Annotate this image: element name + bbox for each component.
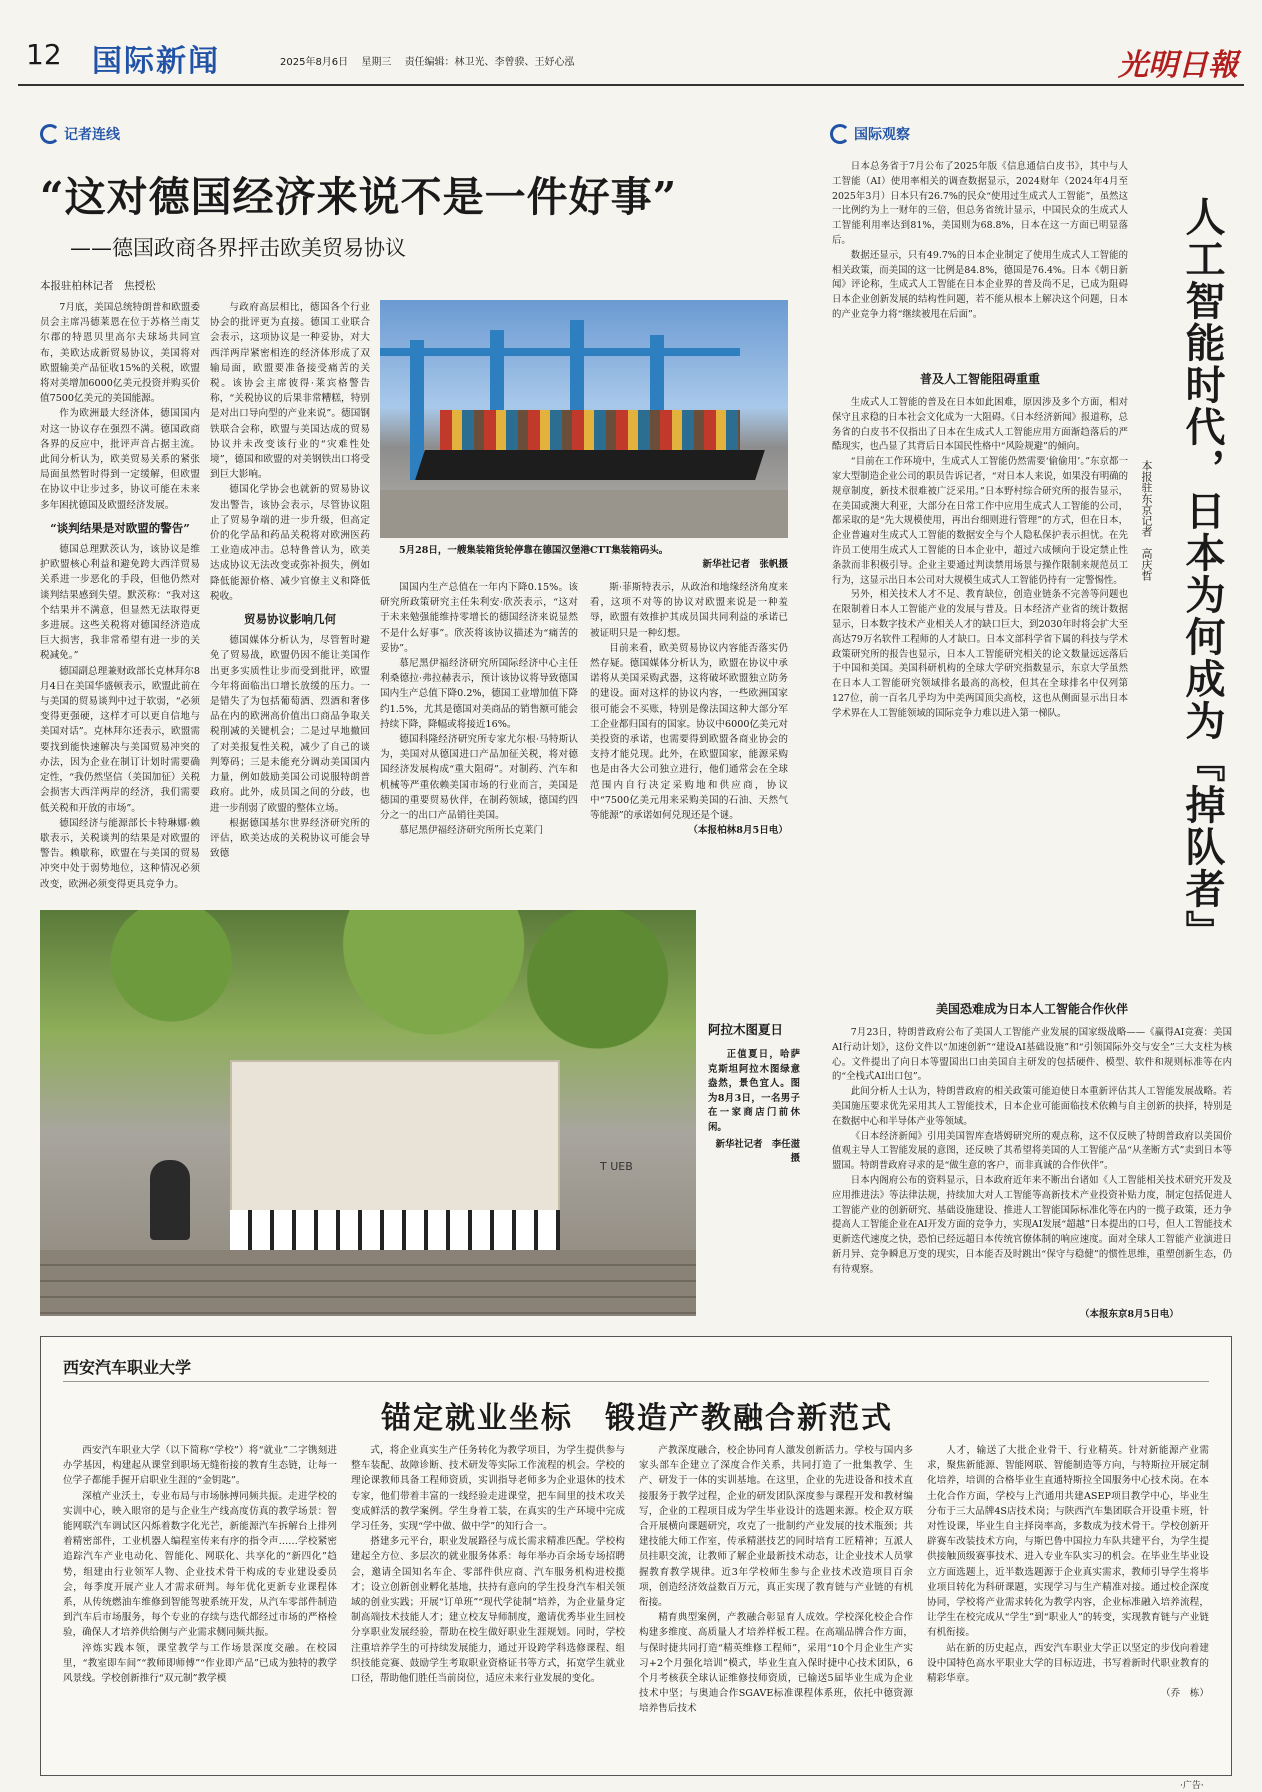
right-body-1: [832, 396, 1128, 986]
paragraph: 与政府高层相比，德国各个行业协会的批评更为直接。德国工业联合会表示，这项协议是一种妥协，对大西洋两岸紧密相连的经济体形成了双输局面，欧盟要准备接受痛苦的关税。该协会主席彼得·莱宾格警告称，“关税协议的后果非常糟糕，特别是对出口导向型的产业来说”。德国钢铁联合会称，欧盟与美国达成的贸易协议并未改变该行业的“灾难性处境”，德国和欧盟的对美钢铁出口将受到巨大影响。: [210, 302, 370, 481]
g-logo-icon: [40, 124, 60, 144]
ad-school-rule: [63, 1381, 1209, 1382]
paragraph: 西安汽车职业大学（以下简称“学校”）将“就业”二字镌刻进办学基因，构建起从课堂到职场无缝衔接的教育生态链，让每一位学子都能手握开启职业生涯的“金钥匙”。: [63, 1445, 337, 1487]
quay: [380, 490, 788, 538]
column-a: [40, 300, 200, 890]
paragraph: “目前在工作环境中，生成式人工智能仍然需要‘偷偷用’。”东京都一家大型制造企业公司的职员告诉记者，“对日本人来说，如果没有明确的规章制度，新技术很难被广泛采用。”日本野村综合研究所的报告显示，在美国或澳大利亚，大部分在日常工作中应用生成式人工智能的公司，都采取的是“先大规模使用，再出台细则进行管理”的方式，但在日本，企业普遍对生成式人工智能的数据安全与个人隐私保护表示担忧。在先许员工使用生成式人工智能的日本企业中，超过六成倾向于设定禁止性条款而非积极引导。企业主要通过判读禁用场景与操作限制来规范员工行为，这显示出日本公司对大规模生成式人工智能仍持有一定警惕性。: [832, 456, 1128, 586]
photo-caption: [380, 544, 788, 572]
masthead: [18, 0, 1244, 86]
port-photo: [380, 300, 788, 538]
weekday: 星期三: [361, 57, 392, 68]
editors: 责任编辑：林卫光、李曾骙、王妤心泓: [404, 57, 575, 68]
paragraph: 目前来看，欧美贸易协议内容能否落实仍然存疑。德国媒体分析认为，欧盟在协议中承诺将从美国采购武器，这将破坏欧盟独立防务的建设。面对这样的协议内容，一些欧洲国家很可能会不买账，特别是像法国这种大部分军工企业都归国有的国家。协议中6000亿美元对美投资的承诺，也需要得到欧盟各商业协会的支持才能兑现。此外，在欧盟国家，能源采购也是由各大公司独立进行，他们通常会在全球范围内自行决定采购地和供应商，协议中“7500亿美元用来采购美国的石油、天然气等能源”的承诺如何兑现还是个谜。: [590, 642, 788, 822]
crane-boom: [380, 348, 740, 356]
paragraph: 日本内阁府公布的资料显示，日本政府近年来不断出台诸如《人工智能相关技术研究开发及应用推进法》等法律法规，持续加大对人工智能等高新技术产业投资补贴力度，制定包括促进人工智能产业的创新研究、基础设施建设、推进人工智能国际标准化等在内的一揽子政策，还力争提高人工智能企业在AI开发方面的竞争力，实现AI发展“超越”日本提出的口号，但人工智能技术更新迭代速度之快，恐怕已经远超日本传统官僚体制的响应速度。面对全球人工智能产业演进日新月异、竞争瞬息万变的现实，日本能否及时跳出“保守与稳健”的惯性思维，重塑创新生态，仍有待观察。: [832, 1174, 1232, 1275]
right-subheading-2: 美国恐难成为日本人工智能合作伙伴: [935, 1002, 1128, 1016]
paragraph: 淬炼实践本领，课堂教学与工作场景深度交融。在校园里，“教室即车间”“教师即师傅”“作业即产品”已成为独特的教学风景线。学校创新推行“双元制”教学模: [63, 1642, 337, 1685]
containers: [440, 410, 740, 450]
paragraph: 深植产业沃土，专业布局与市场脉搏同频共振。走进学校的实训中心，映入眼帘的是与企业生产线高度仿真的教学场景：智能网联汽车调试区闪烁着数字化光芒，新能源汽车拆解台上排列着精密部件，工业机器人编程室传来有序的指令声……学校紧密追踪汽车产业电动化、智能化、网联化、共享化的“新四化”趋势，组建由行业领军人物、企业技术骨干构成的专业建设委员会，每季度开展产业人才需求研判。每年优化更新专业课程体系，从传统燃油车维修到智能驾驶系统开发，从汽车零部件制造到汽车后市场服务，每个专业的存续与迭代都经过市场的严格检验，确保人才培养供给侧与产业需求侧同频共振。: [63, 1490, 337, 1639]
paragraph: 日本总务省于7月公布了2025年版《信息通信白皮书》，其中与人工智能（AI）使用率相关的调查数据显示，2024财年（2024年4月至2025年3月）日本只有26.7%的民众“使用过生成式人工智能”，虽然这一比例约为上一财年的三倍，但总务省统计显示，中国民众的生成式人工智能利用率达到81%，美国则为68.8%，日本在这一方面已明显落后。: [832, 161, 1128, 246]
article-title: “这对德国经济来说不是一件好事”: [40, 173, 678, 221]
paragraph: 德国科隆经济研究所专家尤尔根·马特斯认为，美国对从德国进口产品加征关税，将对德国经济发展构成“重大阻碍”。对制药、汽车和机械等严重依赖美国市场的行业而言，美国是德国的重要贸易伙伴，在制药领域，德国约四分之一的出口产品销往美国。: [380, 734, 578, 822]
caption-text: 5月28日，一艘集装箱货轮停靠在德国汉堡港CTT集装箱码头。: [399, 545, 669, 556]
right-byline: 本报驻东京记者 高庆哲: [1140, 460, 1153, 581]
paragraph: 作为欧洲最大经济体，德国国内对这一协议存在强烈不满。德国政商各界的反应中，批评声音占据主流。此间分析认为，欧美贸易关系的紧张局面虽然暂时得到一定缓解，但欧盟在协议中让步过多，协议可能在未来多年困扰德国及欧盟经济发展。: [40, 408, 200, 511]
caption-text: 正值夏日，哈萨克斯坦阿拉木图绿意盎然，景色宜人。图为8月3日，一名男子在一家商店门前休闲。: [708, 1049, 800, 1133]
paragraph: 式，将企业真实生产任务转化为教学项目，为学生提供参与整车装配、故障诊断、技术研发等实际工作流程的机会。学校的理论课教师具备工程师资质，实训指导老师多为企业退休的技术专家，他们带着丰富的一线经验走进课堂，把车间里的技术攻关变成鲜活的教学案例。学生身着工装，在真实的生产环境中完成学习任务，实现“学中做、做中学”的知行合一。: [351, 1445, 625, 1533]
paragraph: 德国副总理兼财政部长克林拜尔8月4日在美国华盛顿表示，欧盟此前在与美国的贸易谈判中过于软弱，“必须变得更强硬，这样才可以更自信地与美国对话”。克林拜尔还表示，欧盟需要找到能快速解决与美国贸易冲突的办法，因为企业在制订计划时需要确定性，“我仍然坚信（美国加征）关税会损害大西洋两岸的经济，我们需要低关税和开放的市场”。: [40, 665, 200, 814]
ad-school: 西安汽车职业大学: [63, 1358, 192, 1377]
right-intro: [832, 160, 1128, 323]
subheading: 贸易协议影响几何: [244, 612, 336, 627]
masthead-rule: [18, 84, 1244, 86]
column-b: [210, 300, 370, 890]
trees: [40, 910, 696, 1080]
column-badge: [40, 124, 120, 144]
ad-tag: ·广告·: [1180, 1781, 1204, 1791]
caption-credit: 新华社记者 张帆摄: [702, 559, 788, 570]
paragraph: 德国媒体分析认为，尽管暂时避免了贸易战，欧盟仍因不能让美国作出更多实质性让步而受到批评，欧盟今年将面临出口增长放缓的压力。一是错失了为包括葡萄酒、烈酒和奢侈品在内的欧洲高价值出口商品争取关税削减的关键机会；二是过早地撤回了对美报复性关税，减少了自己的谈判筹码；三是未能充分调动美国国内力量，例如鼓励美国公司说服特朗普政府。此外，成员国之间的分歧，也进一步削弱了欧盟的整体立场。: [210, 635, 370, 814]
issue-date: [280, 53, 575, 68]
paragraph: 根据德国基尔世界经济研究所的评估，欧美达成的关税协议可能会导致德: [210, 817, 370, 860]
column-label: 国际观察: [854, 127, 910, 143]
paragraph: 慕尼黑伊福经济研究所国际经济中心主任利桑德拉·弗拉赫表示，预计该协议将导致德国国内生产总值下降0.2%，德国工业增加值下降约1.5%，尤其是德国对美商品的销售额可能会持续下降，降幅或将接近16%。: [380, 658, 578, 730]
paragraph: 数据还显示，只有49.7%的日本企业制定了使用生成式人工智能的相关政策，而美国的这一比例是84.8%，德国是76.4%。日本《朝日新闻》评论称，生成式人工智能在日本企业界的普及尚不足，已成为阻碍日本企业创新发展的结构性问题，若不能从根本上解决这个问题，日本的产业竞争力将“继续被甩在后面”。: [832, 249, 1128, 320]
article-subtitle: ——德国政商各界抨击欧美贸易协议: [70, 236, 406, 260]
column-c: [380, 580, 578, 890]
date: 2025年8月6日: [280, 57, 349, 68]
man-figure: [150, 1160, 190, 1240]
column-d: [590, 580, 788, 890]
right-subheading-1: 普及人工智能阻碍重重: [919, 372, 1040, 386]
ad-col-3: [639, 1443, 913, 1769]
paragraph: 另外，相关技术人才不足、教育缺位，创造业链条不完善等问题也在限制着日本人工智能产业的发展与普及。日本经济产业省的统计数据显示，日本数字技术产业相关人才的缺口巨大，到2030年时将会扩大至高达79万名软件工程师的人才缺口。日本文部科学省下属的科技与学术政策研究所的报告也显示，日本人工智能研究相关的论文数量远远落后于中国和美国。美国科研机构的全球大学研究指数显示，东京大学虽然在日本人工智能研究领域排名最高的高校，但其在全球排名中仅列第127位，前一百名几乎均为中美两国顶尖高校，这也从侧面显示出日本学术界在人工智能领域的国际竞争力难以进入第一梯队。: [832, 589, 1128, 719]
paragraph: 德国经济与能源部长卡特琳娜·赖歇表示，关税谈判的结果是对欧盟的警告。赖歇称，欧盟在与美国的贸易冲突中处于弱势地位，这种情况必须改变，欧洲必须变得更具竞争力。: [40, 817, 200, 890]
paragraph: 7月底，美国总统特朗普和欧盟委员会主席冯德莱恩在位于苏格兰南艾尔郡的特恩贝里高尔夫球场共同宣布，美欧达成新贸易协议，美国将对欧盟输美产品征收15%的关税，欧盟将对美增加6000亿美元投资并购买价值7500亿美元的美国能源。: [40, 302, 200, 405]
paragraph: 《日本经济新闻》引用美国智库查塔姆研究所的观点称，这不仅反映了特朗普政府以美国价值观主导人工智能发展的意图，还反映了其希望将美国的人工智能产品“从垄断方式”卖到日本等盟国。特朗普政府寻求的是“做生意的客户，而非真诚的合作伙伴”。: [832, 1130, 1232, 1172]
paragraph: 人才，输送了大批企业骨干、行业精英。针对新能源产业需求，聚焦新能源、智能网联、智能制造等方向，与特斯拉开展定制化培养，培训的合格毕业生直通特斯拉全国服务中心技术岗。在本土化合作方面，学校与上汽通用共建ASEP项目教学中心，毕业生分布于三大品牌4S店技术岗；与陕西汽车集团联合开设重卡班，针对性设课，毕业生自主择岗率高，多数成为技术骨干。学校创新开辟赛车改装技术方向，与斯巴鲁中国拉力车队共建平台，为学生提供接触顶级赛事技术、进入专业车队实习的机会。在毕业生毕业设立方面选题上，近半数选题源于企业真实需求，教师引导学生将毕业项目转化为科研课题，实现学习与生产精准对接。通过校企深度协同，学校将产业需求转化为教学内容，企业标准融入培养流程，让学生在校完成从“学生”到“职业人”的转变，实现教育链与产业链有机衔接。: [927, 1445, 1209, 1639]
ad-sign: （乔 栋）: [1161, 1688, 1209, 1700]
paragraph: 此间分析人士认为，特朗普政府的相关政策可能迫使日本重新评估其人工智能发展战略。若美国施压要求优先采用其人工智能技术，日本企业可能面临技术依赖与自主创新的抉择，特别是在数据中心和半导体产业等领域。: [832, 1086, 1232, 1127]
paragraph: 德国化学协会也就新的贸易协议发出警告，该协会表示，尽管协议阻止了贸易争端的进一步升级，但高定价的化学品和药品关税将对欧洲医药工业造成冲击。总特鲁普认为，欧美达成协议无法改变或弥补损失，例如降低能源价格、减少官僚主义和降低税收。: [210, 484, 370, 602]
ad-col-2: [351, 1443, 625, 1769]
right-body-2: [832, 1026, 1232, 1306]
ship-hull: [415, 450, 765, 480]
paragraph: 站在新的历史起点，西安汽车职业大学正以坚定的步伐向着建设中国特色高水平职业大学的目标迈进，书写着新时代职业教育的精彩华章。: [927, 1642, 1209, 1685]
column-label: 记者连线: [64, 127, 120, 143]
ad-col-4: [927, 1443, 1209, 1769]
paragraph: 生成式人工智能的普及在日本如此困难，原因涉及多个方面，相对保守且求稳的日本社会文化成为一大阻碍。《日本经济新闻》报道称，总务省的白皮书不仅指出了日本在生成式人工智能应用方面渐趋落后的严酷现实，也凸显了其背后日本国民性格中“风险规避”的倾向。: [832, 397, 1128, 453]
right-dateline: （本报东京8月5日电）: [1080, 1309, 1179, 1320]
paragraph: 7月23日，特朗普政府公布了美国人工智能产业发展的国家级战略——《赢得AI竞赛：美国AI行动计划》，这份文件以“加速创新”“建设AI基础设施”和“引领国际外交与安全”三大支柱为核心。文件提出了向日本等盟国出口由美国自主研发的包括硬件、模型、软件和规则标准等在内的“全栈式AI出口包”。: [832, 1027, 1232, 1083]
almaty-photo: [40, 910, 696, 1316]
ad-title: 锚定就业坐标 锻造产教融合新范式: [381, 1401, 893, 1436]
paragraph: 国国内生产总值在一年内下降0.15%。该研究所政策研究主任朱利安·欣茨表示，“这对于未来勉强能维持零增长的德国经济来说显然不是什么好事”。欣茨将该协议描述为“痛苦的妥协”。: [380, 582, 578, 654]
paragraph: 精育典型案例，产教融合彰显育人成效。学校深化校企合作构建多维度、高质量人才培养样板工程。在高端品牌合作方面，与保时捷共同打造“精英维修工程师”，采用“10个月企业生产实习+2个月强化培训”模式，毕业生直入保时捷中心技术团队，6个月考核获全球认证维修技师资质，已输送5届毕业生成为企业技术中坚；与奥迪合作SGAVE标准课程体系班，依托中德资源培养售后技术: [639, 1612, 913, 1715]
photo-title: 阿拉木图夏日: [708, 1022, 784, 1037]
steps: [40, 1250, 696, 1316]
paragraph: 慕尼黑伊福经济研究所所长克莱门: [399, 825, 544, 837]
right-column-badge: [830, 124, 910, 144]
subheading: “谈判结果是对欧盟的警告”: [50, 520, 190, 535]
ad-box: [40, 1336, 1232, 1776]
paragraph: 产教深度融合，校企协同育人激发创新活力。学校与国内多家头部车企建立了深度合作关系，共同打造了一批集教学、生产、研发于一体的实训基地。在这里，企业的先进设备和技术直接服务于教学过程，企业的研发团队深度参与课程开发和教材编写，企业的工程项目成为学生毕业设计的选题来源。校企双方联合开展横向课题研究，攻克了一批制约产业发展的技术瓶颈；共建技能大师工作室，传承精湛技艺的同时培育工匠精神；互派人员挂职交流，让教师了解企业最新技术动态，让企业技术人员掌握教育教学规律。近3年学校师生参与企业技术改造项目百余项，创造经济效益数百万元，真正实现了教育链与产业链的有机衔接。: [639, 1445, 913, 1609]
right-title: 人工智能时代，日本为何成为『掉队者』: [1179, 196, 1226, 952]
dateline: （本报柏林8月5日电）: [688, 825, 788, 837]
ad-col-1: [63, 1443, 337, 1769]
paragraph: 搭建多元平台，职业发展路径与成长需求精准匹配。学校构建起全方位、多层次的就业服务体系：每年举办百余场专场招聘会，邀请全国知名车企、零部件供应商、汽车服务机构进校揽才；设立创新创业孵化基地，扶持有意向的学生投身汽车相关领域的创业实践；开展“订单班”“现代学徒制”培养，为企业量身定制高端技术技能人才；建立校友导师制度，邀请优秀毕业生回校分享职业发展经验，帮助在校生做好职业生涯规划。同时，学校注重培养学生的可持续发展能力，通过开设跨学科选修课程、组织技能竞赛、鼓励学生考取职业资格证书等方式，拓宽学生就业口径，帮助他们胜任当前岗位，适应未来行业发展的变化。: [351, 1536, 625, 1685]
paragraph: 德国总理默茨认为，该协议是维护欧盟核心利益和避免跨大西洋贸易关系进一步恶化的手段，但他仍然对谈判结果感到失望。默茨称：“我对这个结果并不满意，但显然无法取得更多进展。这些关税将对德国经济造成巨大损害，我非常希望有进一步的关税减免。”: [40, 544, 200, 662]
section-title: 国际新闻: [92, 44, 220, 79]
byline: 本报驻柏林记者 焦授松: [40, 280, 156, 292]
photo-caption-mid: [708, 1048, 800, 1167]
shop-sign: T UEB: [600, 1160, 633, 1173]
caption-credit: 新华社记者 李任滋摄: [715, 1138, 800, 1165]
page-number: 12: [26, 38, 62, 71]
paragraph: 斯·菲斯特表示，从政治和地缘经济角度来看，这项不对等的协议对欧盟来说是一种羞辱，欧盟有效推护其成员国共同利益的承诺已被证明只是一种幻想。: [590, 582, 788, 639]
newspaper-logo: 光明日報: [1118, 48, 1238, 83]
g-logo-icon: [830, 124, 850, 144]
